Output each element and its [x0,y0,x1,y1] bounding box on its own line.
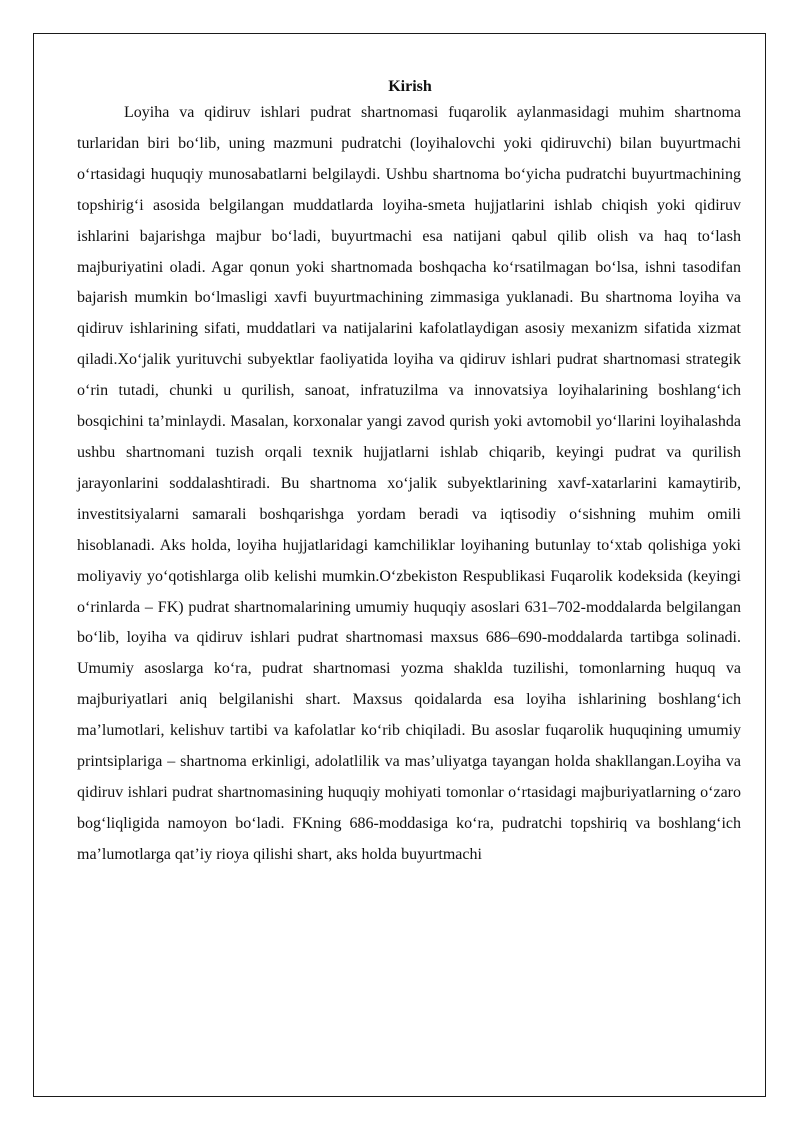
document-body [77,76,741,871]
body-paragraph: Loyiha va qidiruv ishlari pudrat shartnomasi fuqarolik aylanmasidagi muhim shartnoma turlaridan biri bo‘lib, uning mazmuni pudratchi (loyihalovchi yoki qidiruvchi) bilan buyurtmachi o‘rtasidagi huquqiy munosabatlarni belgilaydi. Ushbu shartnoma bo‘yicha pudratchi buyurtmachining topshirig‘i asosida belgilangan muddatlarda loyiha-smeta hujjatlarini ishlab chiqish yoki qidiruv ishlarini bajarishga majbur bo‘ladi, buyurtmachi esa natijani qabul qilib olish va haq to‘lash majburiyatini oladi. Agar qonun yoki shartnomada boshqacha ko‘rsatilmagan bo‘lsa, ishni tasodifan bajarish mumkin bo‘lmasligi xavfi buyurtmachining zimmasiga yuklanadi. Bu shartnoma loyiha va qidiruv ishlarining sifati, muddatlari va natijalarini kafolatlaydigan asosiy mexanizm sifatida xizmat qiladi.Xo‘jalik yurituvchi subyektlar faoliyatida loyiha va qidiruv ishlari pudrat shartnomasi strategik o‘rin tutadi, chunki u qurilish, sanoat, infratuzilma va innovatsiya loyihalarining boshlang‘ich bosqichini ta’minlaydi. Masalan, korxonalar yangi zavod qurish yoki avtomobil yo‘llarini loyihalashda ushbu shartnomani tuzish orqali texnik hujjatlarni ishlab chiqarib, keyingi pudrat va qurilish jarayonlarini soddalashtiradi. Bu shartnoma xo‘jalik subyektlarining xavf-xatarlarini kamaytirib, investitsiyalarni samarali boshqarishga yordam beradi va iqtisodiy o‘sishning muhim omili hisoblanadi. Aks holda, loyiha hujjatlaridagi kamchiliklar loyihaning butunlay to‘xtab qolishiga yoki moliyaviy yo‘qotishlarga olib kelishi mumkin.O‘zbekiston Respublikasi Fuqarolik kodeksida (keyingi o‘rinlarda – FK) pudrat shartnomalarining umumiy huquqiy asoslari 631–702-moddalarda belgilangan bo‘lib, loyiha va qidiruv ishlari pudrat shartnomasi maxsus 686–690-moddalarda tartibga solinadi. Umumiy asoslarga ko‘ra, pudrat shartnomasi yozma shaklda tuzilishi, tomonlarning huquq va majburiyatlari aniq belgilanishi shart. Maxsus qoidalarda esa loyiha ishlarining boshlang‘ich ma’lumotlari, kelishuv tartibi va kafolatlar ko‘rib chiqiladi. Bu asoslar fuqarolik huquqining umumiy printsiplariga – shartnoma erkinligi, adolatlilik va mas’uliyatga tayangan holda shakllangan.Loyiha va qidiruv ishlari pudrat shartnomasining huquqiy mohiyati tomonlar o‘rtasidagi majburiyatlarning o‘zaro bog‘liqligida namoyon bo‘ladi. FKning 686-moddasiga ko‘ra, pudratchi topshiriq va boshlang‘ich ma’lumotlarga qat’iy rioya qilishi shart, aks holda buyurtmachi [77,104,741,863]
section-title: Kirish [388,78,432,95]
